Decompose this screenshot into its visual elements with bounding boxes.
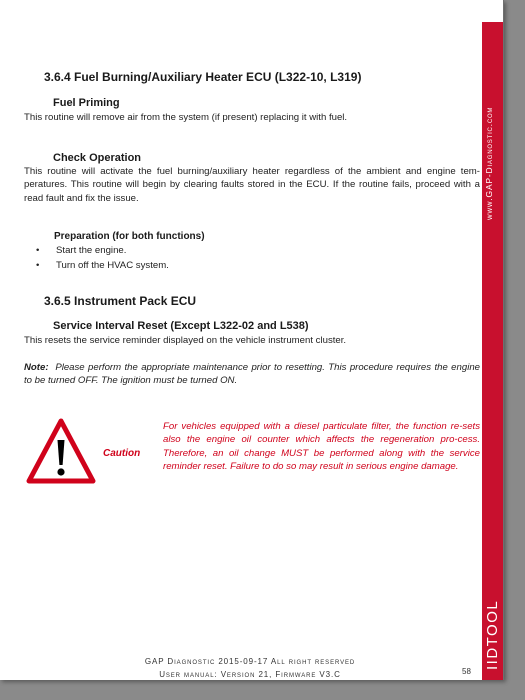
check-operation-text: This routine will activate the fuel burning/auxiliary heater regardless of the ambient and engine tem-peratures. This routine will begin by clearing faults stored in the ECU. If the routine fails, proceed with a read fault and fix the issue. — [24, 166, 480, 204]
page-number: 58 — [462, 667, 471, 676]
service-reset-text: This resets the service reminder displayed on the vehicle instrument cluster. — [24, 335, 347, 346]
subheading-service-interval-reset: Service Interval Reset (Except L322-02 and L538) — [53, 320, 309, 332]
note-text: Please perform the appropriate maintenance prior to resetting. This procedure requires the engine to be turned OFF. The ignition must be turned ON. — [24, 362, 480, 387]
caution-label: Caution — [103, 448, 141, 459]
subheading-check-operation: Check Operation — [53, 152, 142, 164]
subheading-fuel-priming: Fuel Priming — [53, 97, 120, 109]
section-heading-fuel-burning: 3.6.4 Fuel Burning/Auxiliary Heater ECU (L322-10, L319) — [44, 70, 362, 84]
note-label: Note: — [24, 362, 49, 373]
website-link[interactable]: www.GAP-Diagnostic.com — [484, 106, 494, 220]
caution-text: For vehicles equipped with a diesel particulate filter, the function re-sets also the engine oil counter which affects the regeneration pro-cess. Therefore, an oil change MUST be performed along with the service reminder reset. Failure to do so may result in serious engine damage. — [163, 421, 480, 472]
preparation-list — [36, 244, 169, 273]
list-item: • Start the engine. — [36, 245, 127, 256]
list-item: • Turn off the HVAC system. — [36, 259, 169, 271]
footer-copyright: GAP Diagnostic 2015-09-17 All right reserved — [144, 657, 356, 666]
footer-version: User manual: Version 21, Firmware V3.C — [159, 670, 341, 679]
brand-logo-text: IIDTOOL — [484, 599, 501, 670]
page-footer — [40, 655, 460, 680]
fuel-priming-text: This routine will remove air from the system (if present) replacing it with fuel. — [24, 112, 348, 123]
note-paragraph — [24, 361, 480, 388]
section-heading-instrument-pack: 3.6.5 Instrument Pack ECU — [44, 294, 197, 308]
warning-triangle-icon — [26, 418, 96, 486]
subheading-preparation: Preparation (for both functions) — [54, 231, 205, 242]
